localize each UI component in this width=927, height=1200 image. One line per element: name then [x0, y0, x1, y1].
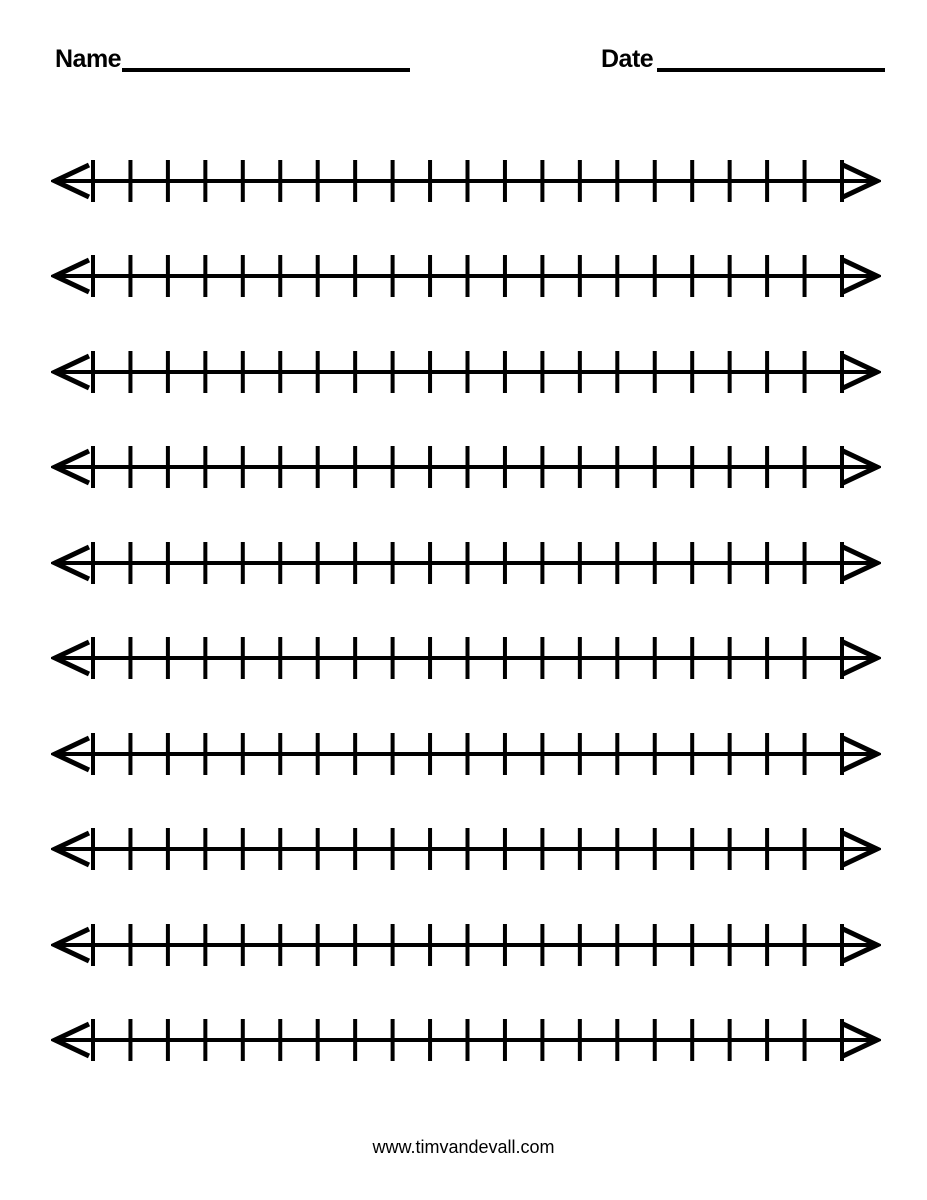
number-line	[51, 437, 881, 497]
number-line	[51, 819, 881, 879]
number-line	[51, 151, 881, 211]
footer-website-text: www.timvandevall.com	[372, 1137, 555, 1157]
number-line	[51, 628, 881, 688]
number-line-graphic	[51, 342, 881, 402]
number-line	[51, 342, 881, 402]
number-line-graphic	[51, 724, 881, 784]
number-line	[51, 246, 881, 306]
number-line-graphic	[51, 819, 881, 879]
number-line	[51, 724, 881, 784]
number-line	[51, 915, 881, 975]
date-label: Date	[601, 45, 654, 73]
number-line-graphic	[51, 533, 881, 593]
name-label: Name	[55, 45, 122, 73]
number-line	[51, 1010, 881, 1070]
number-line-graphic	[51, 915, 881, 975]
number-line-graphic	[51, 628, 881, 688]
date-blank-line	[657, 68, 885, 72]
number-line-graphic	[51, 1010, 881, 1070]
number-line-graphic	[51, 437, 881, 497]
number-line-graphic	[51, 151, 881, 211]
number-line-graphic	[51, 246, 881, 306]
number-line	[51, 533, 881, 593]
name-blank-line	[122, 68, 410, 72]
